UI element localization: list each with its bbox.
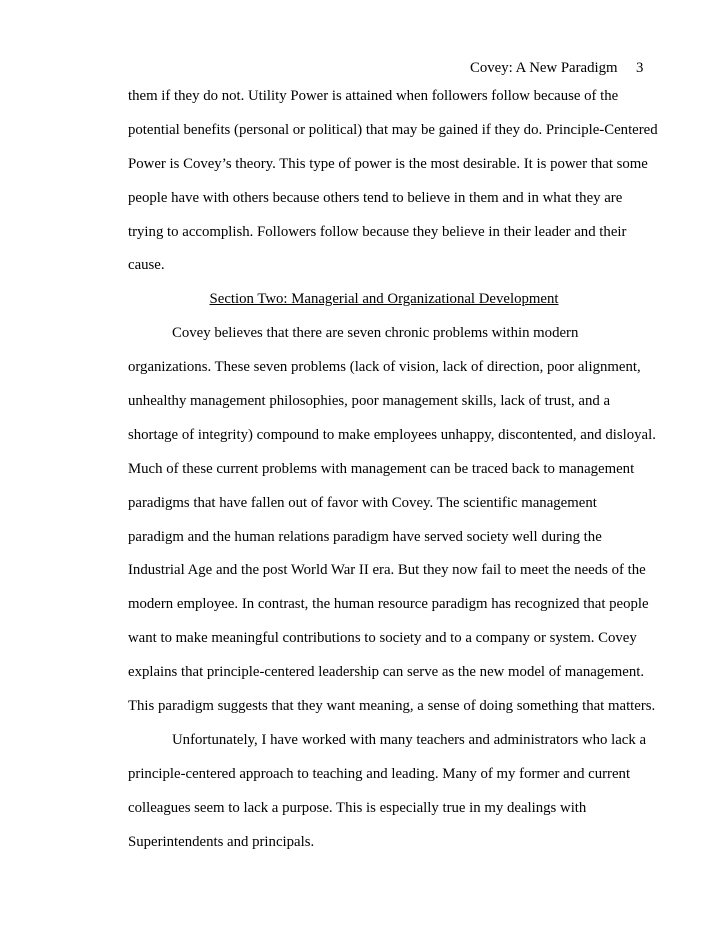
text-line: want to make meaningful contributions to society and to a company or system. Covey <box>128 630 637 647</box>
text-line: principle-centered approach to teaching and leading. Many of my former and current <box>128 765 631 782</box>
running-head-title: Covey: A New Paradigm <box>470 60 618 76</box>
text-line: potential benefits (personal or political) that may be gained if they do. Principle-Centered <box>128 121 658 138</box>
text-line: modern employee. In contrast, the human resource paradigm has recognized that people <box>128 596 649 613</box>
page-number: 3 <box>636 60 644 76</box>
text-line: Industrial Age and the post World War II era. But they now fail to meet the needs of the <box>128 562 646 579</box>
text-line: Superintendents and principals. <box>128 833 315 850</box>
text-line: paradigms that have fallen out of favor with Covey. The scientific management <box>128 494 597 511</box>
text-line: them if they do not. Utility Power is attained when followers follow because of the <box>128 88 619 104</box>
paragraph-1 <box>128 80 668 283</box>
text-line: This paradigm suggests that they want meaning, a sense of doing something that matters. <box>128 698 656 715</box>
text-line: paradigm and the human relations paradigm have served society well during the <box>128 528 602 545</box>
section-heading: Section Two: Managerial and Organizational Development <box>209 291 559 308</box>
text-line: Much of these current problems with management can be traced back to management <box>128 460 635 477</box>
paragraph-2 <box>128 317 668 724</box>
text-line: trying to accomplish. Followers follow because they believe in their leader and their <box>128 223 627 240</box>
text-line: unhealthy management philosophies, poor management skills, lack of trust, and a <box>128 393 611 410</box>
text-line: organizations. These seven problems (lack of vision, lack of direction, poor alignment, <box>128 359 641 376</box>
text-line: Power is Covey’s theory. This type of power is the most desirable. It is power that some <box>128 155 648 172</box>
text-line: cause. <box>128 257 165 274</box>
paragraph-3 <box>128 724 668 860</box>
text-line: Covey believes that there are seven chronic problems within modern <box>172 325 579 342</box>
text-line: Unfortunately, I have worked with many teachers and administrators who lack a <box>172 731 647 748</box>
text-line: explains that principle-centered leadership can serve as the new model of management. <box>128 664 645 681</box>
text-line: people have with others because others tend to believe in them and in what they are <box>128 189 623 206</box>
text-line: colleagues seem to lack a purpose. This is especially true in my dealings with <box>128 799 587 816</box>
text-line: shortage of integrity) compound to make employees unhappy, discontented, and disloyal. <box>128 426 656 443</box>
document-body <box>128 80 668 859</box>
